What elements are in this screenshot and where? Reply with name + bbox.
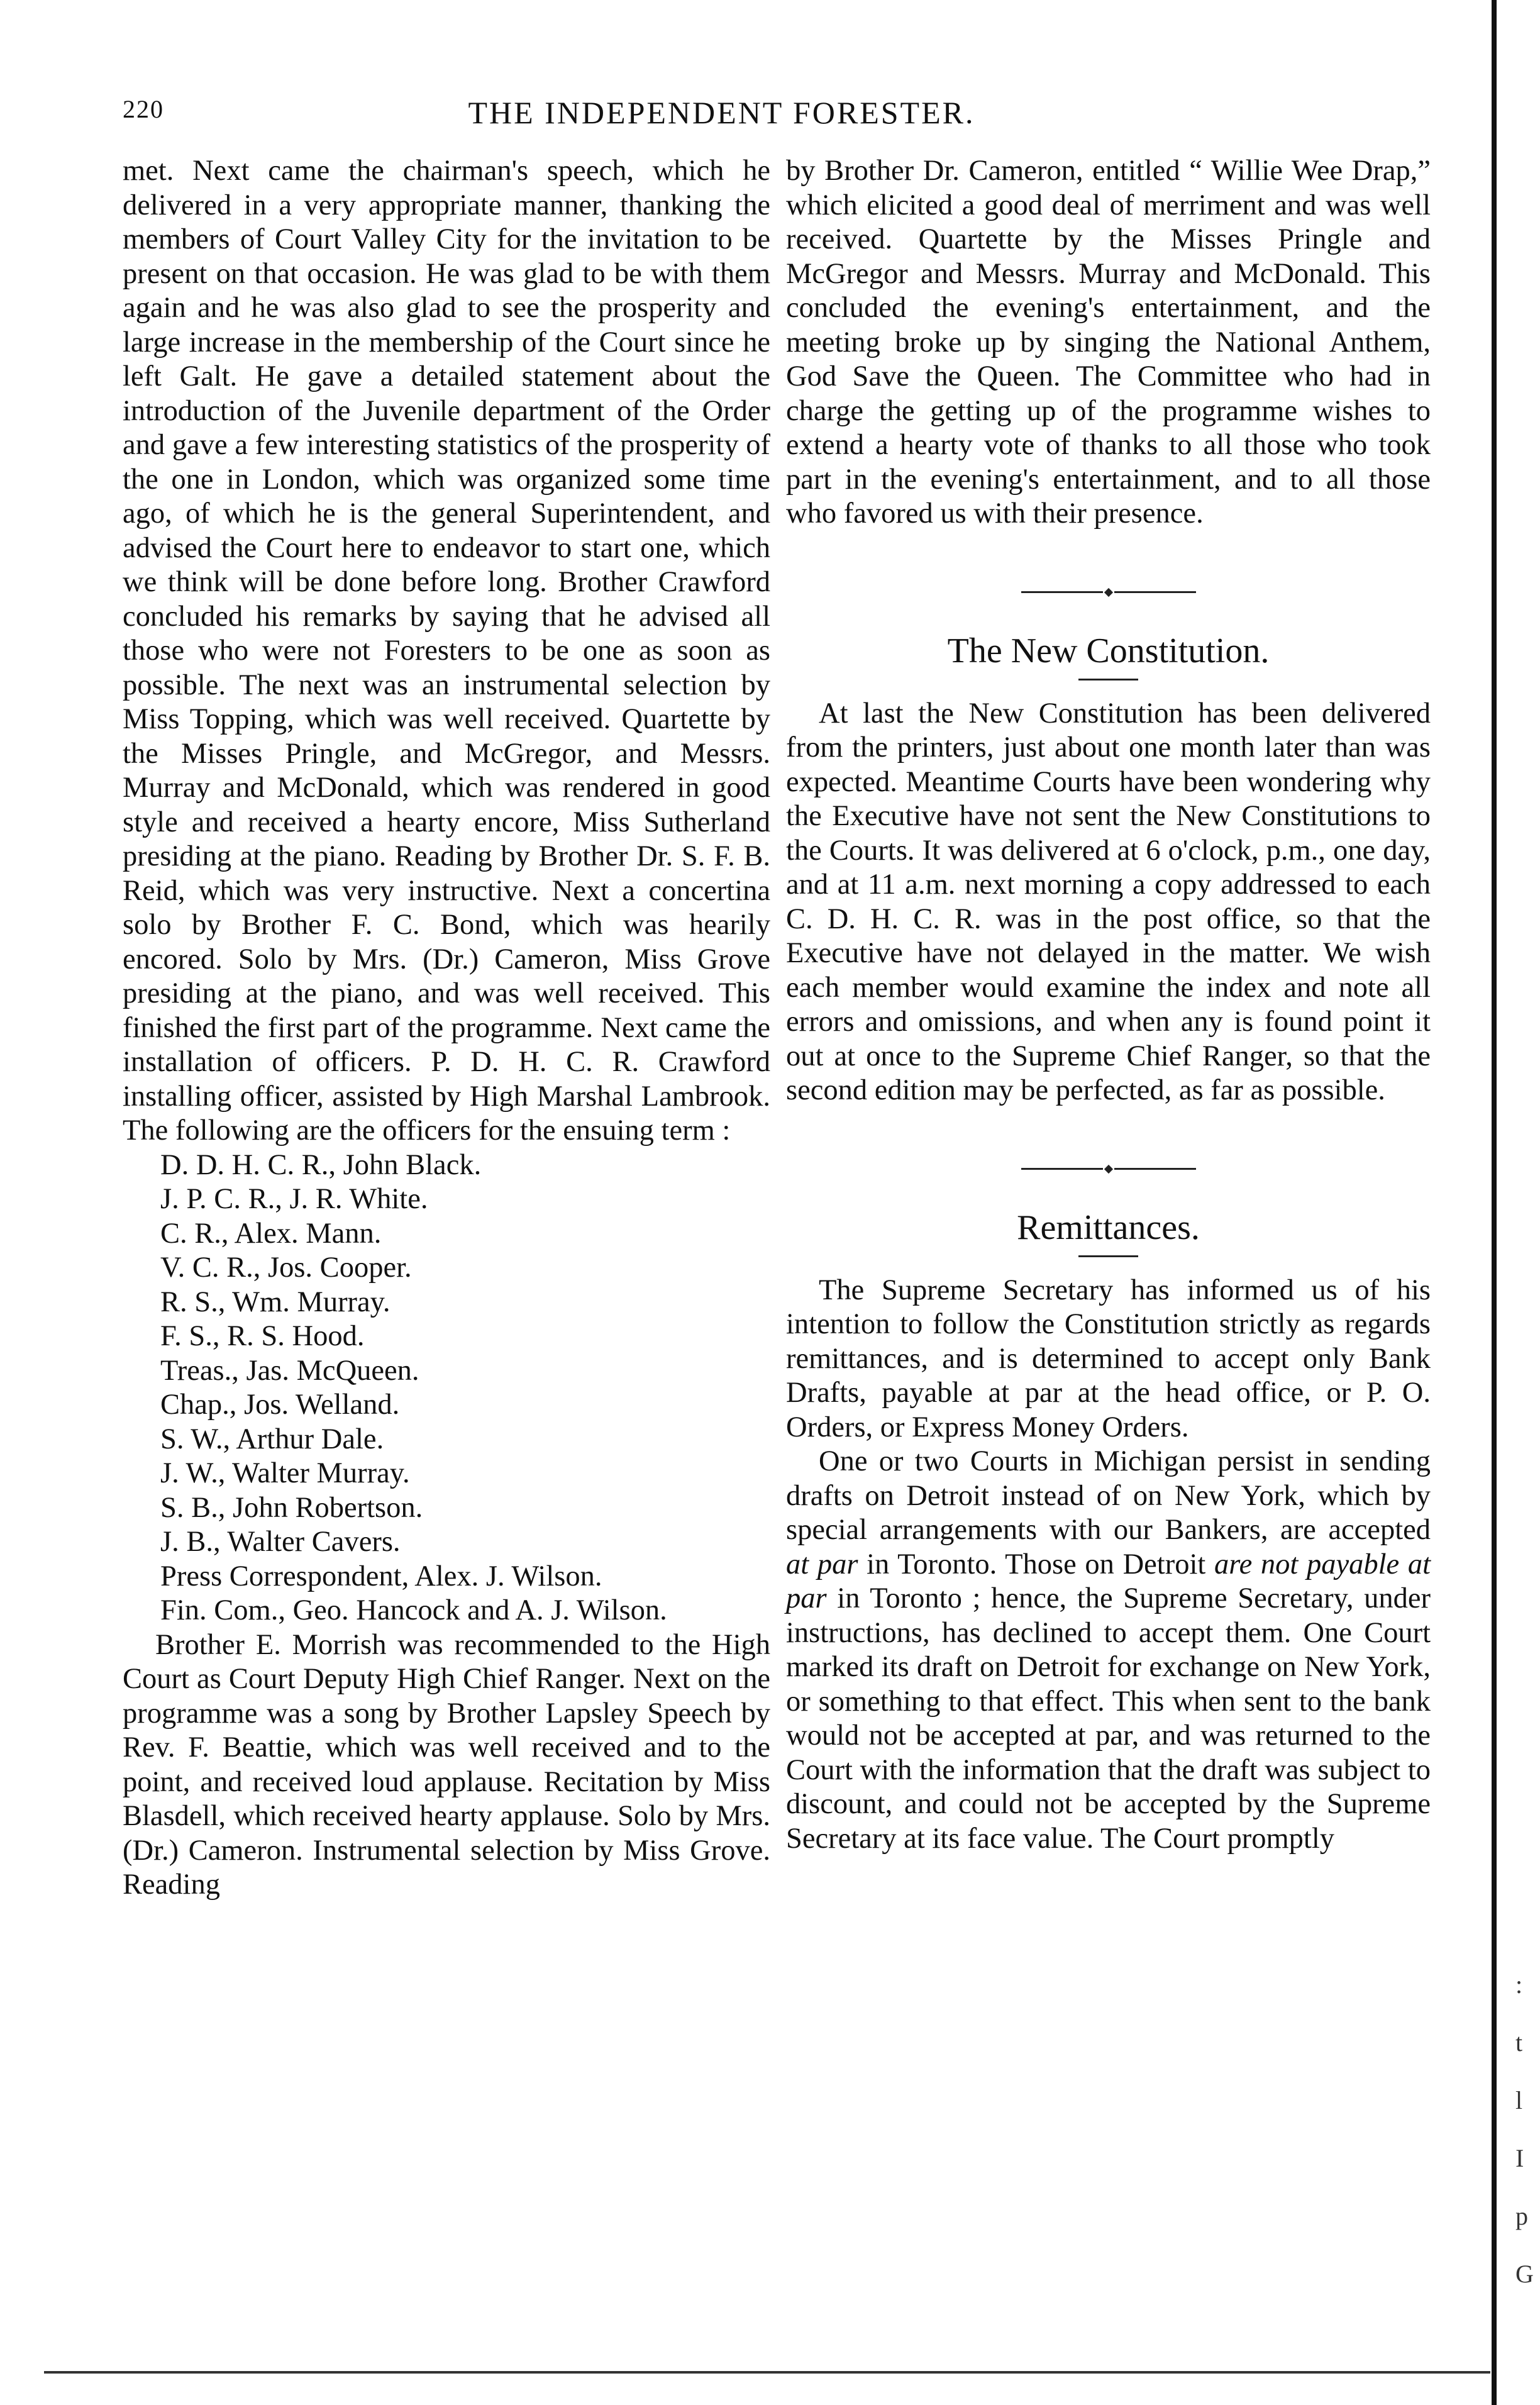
page-number: 220 bbox=[123, 95, 164, 123]
section-heading-new-constitution: The New Constitution. bbox=[947, 631, 1270, 670]
officer-entry: J. B., Walter Cavers. bbox=[160, 1526, 401, 1558]
officer-entry: J. P. C. R., J. R. White. bbox=[160, 1183, 428, 1215]
officer-entry: F. S., R. S. Hood. bbox=[160, 1320, 365, 1352]
officer-entry: Press Correspondent, Alex. J. Wilson. bbox=[160, 1560, 602, 1592]
diamond-ornament-icon bbox=[1104, 587, 1112, 596]
bottom-edge-line bbox=[44, 2371, 1490, 2374]
officer-entry: R. S., Wm. Murray. bbox=[160, 1286, 391, 1318]
report-paragraph: met. Next came the chairman's speech, which he delivered in a very appropriate manner, thanking the members of Court Valley City for the invitation to be present on that occasion. He was glad to be with them again and he was also glad to see the prosperity and large increase in the membership of the Court since he left Galt. He gave a detailed statement about the introduction of the Juvenile department of the Order and gave a few interesting statistics of the prosperity of the one in London, which was organized some time ago, of which he is the general Superintendent, and advised the Court here to endeavor to start one, which we think will be done before long. Brother Crawford concluded his remarks by saying that he advised all those who were not Foresters to be one as soon as possible. The next was an instrumental selection by Miss Topping, which was well received. Quartette by the Misses Pringle, and McGregor, and Messrs. Murray and McDonald, which was rendered in good style and received a hearty encore, Miss Sutherland presiding at the piano. Reading by Brother Dr. S. F. B. Reid, which was very instructive. Next a concertina solo by Brother F. C. Bond, which was hearily encored. Solo by Mrs. (Dr.) Cameron, Miss Grove presiding at the piano, and was well received. This finished the first part of the programme. Next came the installation of officers. P. D. H. C. R. Crawford installing officer, assisted by High Marshal Lambrook. The following are the officers for the ensuing term : bbox=[123, 155, 770, 1147]
diamond-ornament-icon bbox=[1104, 1164, 1112, 1173]
officer-entry: C. R., Alex. Mann. bbox=[160, 1217, 382, 1250]
report-paragraph-continued: Brother E. Morrish was recommended to the High Court as Court Deputy High Chief Ranger. Next on the programme was a song by Brother Lapsley Speech by Rev. F. Beattie, which was well received and to the point, and received loud applause. Recitation by Miss Blasdell, which received hearty applause. Solo by Mrs. (Dr.) Cameron. Instrumental selection by Miss Grove. Reading bbox=[123, 1628, 770, 1901]
officers-list bbox=[123, 1148, 770, 1628]
officer-entry: V. C. R., Jos. Cooper. bbox=[160, 1252, 412, 1284]
officer-entry: Chap., Jos. Welland. bbox=[160, 1389, 400, 1421]
italic-not-payable: are not payable at par bbox=[786, 1548, 1431, 1614]
new-constitution-paragraph: At last the New Constitution has been delivered from the printers, just about one month later than was expected. Meantime Courts have been wondering why the Executive have not sent the New Constitutions to the Courts. It was delivered at 6 o'clock, p.m., one day, and at 11 a.m. next morning a copy addressed to each C. D. H. C. R. was in the post office, so that the Executive have not delayed in the matter. We wish each member would examine the index and note all errors and omissions, and when any is found point it out at once to the Supreme Chief Ranger, so that the second edition may be perfected, as far as possible. bbox=[786, 697, 1431, 1106]
heading-rule bbox=[1078, 1255, 1138, 1257]
officer-entry: S. W., Arthur Dale. bbox=[160, 1423, 384, 1455]
officer-entry: Fin. Com., Geo. Hancock and A. J. Wilson. bbox=[160, 1594, 667, 1626]
officer-entry: J. W., Walter Murray. bbox=[160, 1457, 410, 1489]
officer-entry: D. D. H. C. R., John Black. bbox=[160, 1148, 482, 1181]
edge-scan-marks: : t l I p G bbox=[1515, 1970, 1534, 2288]
heading-rule bbox=[1078, 679, 1138, 680]
remittances-paragraph: The Supreme Secretary has informed us of his intention to follow the Constitution strictly as regards remittances, and is determined to accept only Bank Drafts, payable at par at the head office, or P. O. Orders, or Express Money Orders. bbox=[786, 1274, 1431, 1443]
section-divider bbox=[786, 575, 1431, 609]
officer-entry: Treas., Jas. McQueen. bbox=[160, 1354, 419, 1387]
page-edge-border bbox=[1492, 0, 1497, 2405]
report-paragraph-end: by Brother Dr. Cameron, entitled “ Willie Wee Drap,” which elicited a good deal of merriment and was well received. Quartette by the Misses Pringle and McGregor and Messrs. Murray and McDonald. This concluded the evening's entertainment, and the meeting broke up by singing the National Anthem, God Save the Queen. The Committee who had in charge the getting up of the programme wishes to extend a hearty vote of thanks to all those who took part in the evening's entertainment, and to all those who favored us with their presence. bbox=[786, 155, 1431, 530]
italic-at-par: at par bbox=[786, 1548, 858, 1580]
section-heading-remittances: Remittances. bbox=[1017, 1208, 1200, 1247]
running-title: THE INDEPENDENT FORESTER. bbox=[468, 95, 975, 130]
section-divider bbox=[786, 1152, 1431, 1186]
officer-entry: S. B., John Robertson. bbox=[160, 1491, 423, 1524]
left-column bbox=[123, 154, 770, 1902]
right-column bbox=[786, 154, 1431, 1856]
remittances-paragraph-2: One or two Courts in Michigan persist in sending drafts on Detroit instead of on New York, which by special arrangements with our Bankers, are accepted at par in Toronto. Those on Detroit are not payable at par in Toronto ; hence, the Supreme Secretary, under instructions, has declined to accept them. One Court marked its draft on Detroit for exchange on New York, or something to that effect. This when sent to the bank would not be accepted at par, and was returned to the Court with the information that the draft was subject to discount, and could not be accepted by the Supreme Secretary at its face value. The Court promptly bbox=[786, 1445, 1431, 1855]
